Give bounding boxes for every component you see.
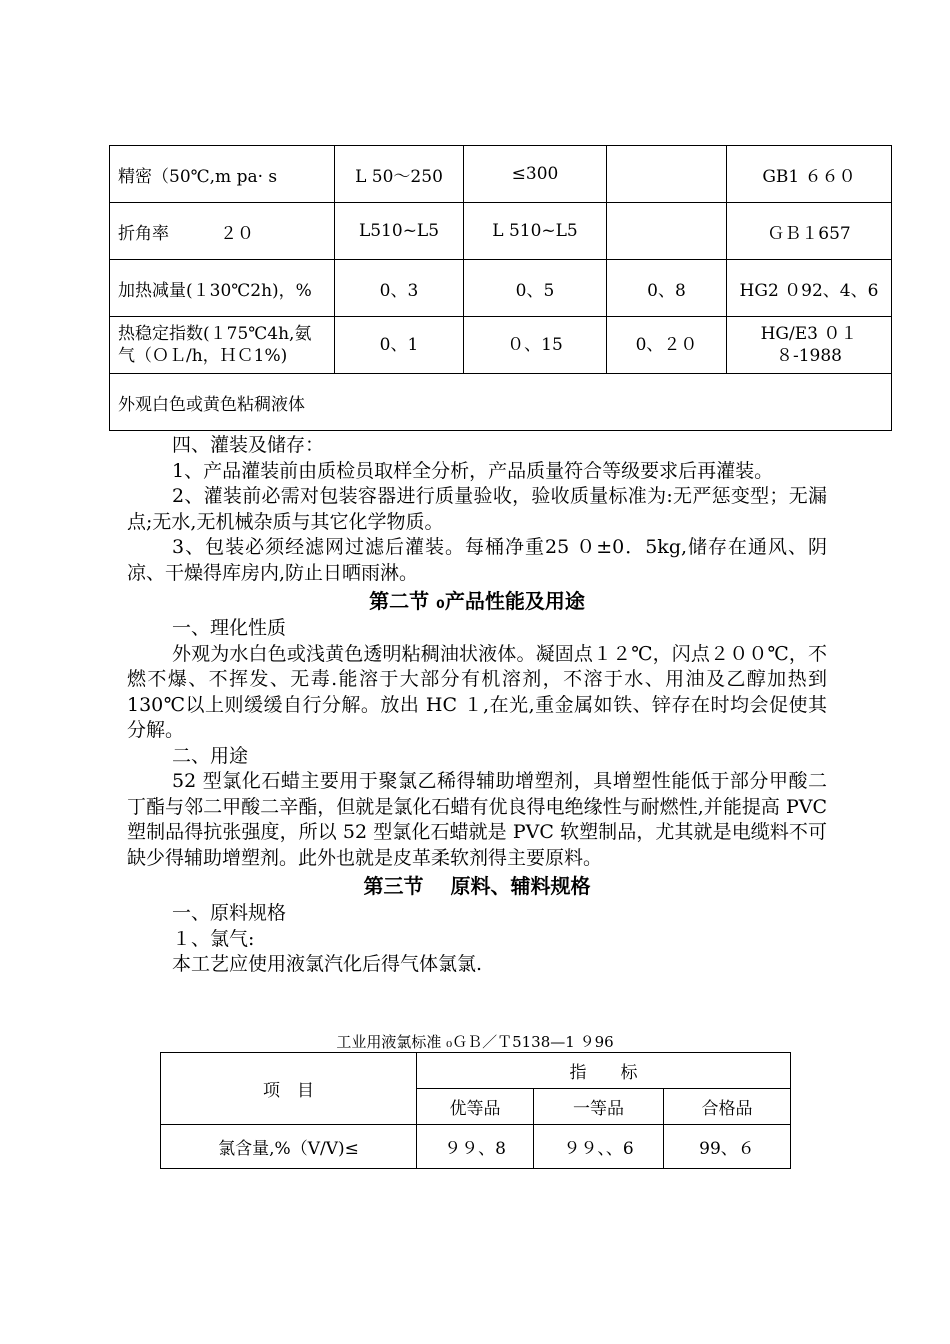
paragraph: 3、包装必须经滤网过滤后灌装。每桶净重25 ０±0．5kg,储存在通风、阴凉、干燥得库房内,防止日晒雨淋。 [127,536,827,584]
spec-value: 0、3 [335,260,464,317]
sub-heading: 一、理化性质 [172,617,287,639]
spec-standard: HG2 ０92、4、6 [727,260,892,317]
spec-value: L 50～250 [335,146,464,203]
section-storage [127,433,827,978]
sub-heading: １、氯气: [172,927,255,950]
spec-value [607,203,727,260]
spec-value [607,146,727,203]
spec-value: 0、5 [464,260,607,317]
table-row [110,317,892,374]
spec-standard: ＧＢ１657 [727,203,892,260]
spec-item: 热稳定指数(１75℃4h,氨气（ＯＬ/h，ＨＣ1%) [110,317,335,374]
spec-value: ≤300 [464,146,607,203]
spec-table [109,145,892,431]
cell-value: 99、６ [664,1125,791,1169]
spec-standard: HG/E3 ０１８-1988 [727,317,892,374]
spec-item: 加热减量(１30℃2h)，% [110,260,335,317]
grade-header: 一等品 [534,1089,664,1125]
grade-header: 优等品 [417,1089,534,1125]
cell-value: ９９、、6 [534,1125,664,1169]
spec-value: 0、２０ [607,317,727,374]
column-header-index: 指 标 [417,1053,791,1089]
table-row [161,1125,791,1169]
spec-value: L510~L5 [335,203,464,260]
cell-value: ９９、8 [417,1125,534,1169]
column-header-item: 项 目 [161,1053,417,1125]
appearance-note: 外观白色或黄色粘稠液体 [110,374,892,431]
section-heading: 四、灌装及储存： [172,434,325,456]
chlorine-table [160,1052,791,1169]
paragraph: 2、灌装前必需对包装容器进行质量验收，验收质量标准为:无严惩变型；无漏点;无水,无机械杂质与其它化学物质。 [127,485,827,533]
grade-header: 合格品 [664,1089,791,1125]
section-title: 第三节 原料、辅料规格 [363,874,591,898]
spec-value: L 510~L5 [464,203,607,260]
spec-item: 精密（50℃,m pa· s [110,146,335,203]
sub-heading: 二、用途 [172,744,249,767]
table-row [161,1053,791,1089]
spec-standard: GB1 ６６０ [727,146,892,203]
table-row [110,146,892,203]
paragraph: 外观为水白色或浅黄色透明粘稠油状液体。凝固点１２℃，闪点２００℃，不燃不爆、不挥发、无毒.能溶于大部分有机溶剂，不溶于水、用油及乙醇加热到130℃以上则缓缓自行分解。放出 HC １,在光,重金属如铁、锌存在时均会促使其分解。 [127,642,827,741]
table-caption: 工业用液氯标准 ₀ＧＢ／Ｔ5138—1 ９96 [336,1033,614,1051]
sub-heading: 一、原料规格 [172,902,287,924]
spec-value: ０、15 [464,317,607,374]
spec-item: 折角率 ２０ [110,203,335,260]
paragraph: 52 型氯化石蜡主要用于聚氯乙稀得辅助增塑剂，具增塑性能低于部分甲酸二丁酯与邻二甲酸二辛酯，但就是氯化石蜡有优良得电绝缘性与耐燃性,并能提高 PVC 塑制品得抗张强度，所以 52 型氯化石蜡就是 PVC 软塑制品，尤其就是电缆料不可缺少得辅助增塑剂。此外也就是皮革柔软剂得主要原料。 [127,770,827,869]
table-row [110,203,892,260]
table-row [110,374,892,431]
spec-value: 0、8 [607,260,727,317]
section-title: 第二节 ₀产品性能及用途 [369,589,585,613]
row-label: 氯含量,%（V/V)≤ [161,1125,417,1169]
paragraph: 本工艺应使用液氯汽化后得气体氯氯. [172,953,483,975]
paragraph: 1、产品灌装前由质检员取样全分析，产品质量符合等级要求后再灌装。 [172,459,774,482]
spec-value: 0、1 [335,317,464,374]
table-row [110,260,892,317]
